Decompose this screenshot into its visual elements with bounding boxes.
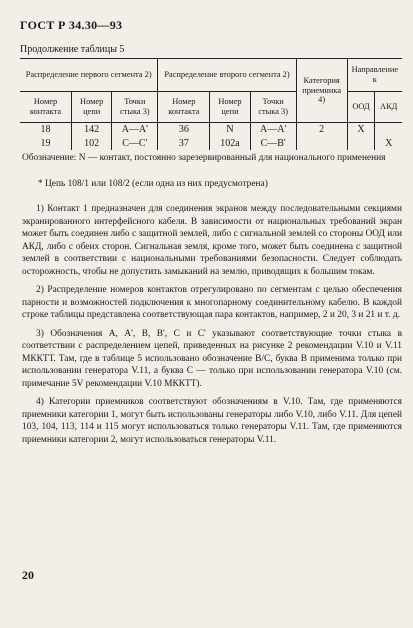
circuit-number-header-2: Номер цепи [210, 92, 250, 123]
cell-ood: X [347, 123, 375, 137]
footnote-4: 4) Категории приемников соответствуют обозначениям в V.10. Там, где применяются приемники категории 1, могут быть использованы генераторы либо V.10, либо V.11. Для цепей 103, 104, 113, 114 и 115 могут использоваться только генераторы V.11. Там, где применяются приемники категории 2, могут использоваться генераторы V.11. [22, 397, 402, 445]
cell-circuit: 102 [72, 137, 112, 151]
joint-points-header: Точки стыка 3) [112, 92, 158, 123]
designation-note: Обозначение: N — контакт, постоянно зарезервированный для национального применения [22, 153, 386, 163]
cell-akd [375, 123, 402, 137]
akd-header: АКД [375, 92, 402, 123]
cell-contact: 18 [40, 124, 51, 135]
contact-number-header: Номер контакта [20, 92, 72, 123]
cell-circuit: 142 [72, 123, 112, 137]
contact-number-header-2: Номер контакта [158, 92, 210, 123]
star-footnote: * Цепь 108/1 или 108/2 (если одна из них предусмотрена) [38, 179, 268, 189]
cell-ood [347, 137, 375, 151]
cell-points: A—A' [112, 123, 158, 137]
cell-contact: 19 [40, 137, 51, 149]
table-row [20, 123, 402, 137]
footnote-3: 3) Обозначения А, А', В, В', С и С' указывают соответствующие точки стыка в соответствии с распределением цепей, приведенных на рисунке 2 рекомендации V.10 и V.11 МККТТ. Там, где в таблице 5 использовано обозначение В/С, буква В применима только при использовании генератора V.11, а буква С — только при использовании генератора V.10 (см. примечание 5V рекомендации V.10 МККТТ). [22, 328, 402, 389]
cell-points: C—C' [112, 137, 158, 151]
second-segment-header: Распределение второго сегмента 2) [158, 59, 296, 92]
cell-points-2: C—B' [250, 137, 296, 151]
cell-contact-2: 37 [158, 137, 210, 151]
page-number: 20 [22, 568, 34, 582]
ood-header: ООД [347, 92, 375, 123]
cell-category [296, 137, 347, 151]
footnote-2: 2) Распределение номеров контактов отрегулировано по сегментам с целью обеспечения парности и возможностей подключения к многопарному соединительному кабелю. В каждой строке таблицы представлена соответствующая пара контактов, например, 2 и 20, 3 и 21 и т. д. [22, 285, 402, 320]
direction-header: Направление к [347, 59, 402, 92]
cell-circuit-2: 102a [210, 137, 250, 151]
table-row [20, 137, 402, 151]
circuit-number-header: Номер цепи [72, 92, 112, 123]
table-continuation-label: Продолжение таблицы 5 [20, 44, 125, 55]
cell-circuit-2: N [210, 123, 250, 137]
receiver-category-header: Категория приемника 4) [296, 59, 347, 123]
joint-points-header-2: Точки стыка 3) [250, 92, 296, 123]
pin-assignment-table [20, 58, 402, 150]
cell-akd: X [375, 137, 402, 151]
footnote-1: 1) Контакт 1 предназначен для соединения экранов между последовательными секциями экранированного интерфейсного кабеля. В зависимости от национальных требований экран может быть соединен либо с защитной землей, либо с сигнальной землей со стороны ООД или АКД, либо с обеих сторон. Сигнальная земля, кроме того, может быть соединена с защитной землей в соответствии с национальными требованиями безопасности. Следует соблюдать осторожность, чтобы не допустить замыканий на землю, приводящих к большим токам. [22, 204, 402, 277]
cell-contact-2: 36 [158, 123, 210, 137]
document-header: ГОСТ Р 34.30—93 [20, 18, 123, 32]
cell-points-2: A—A' [250, 123, 296, 137]
first-segment-header: Распределение первого сегмента 2) [20, 59, 158, 92]
cell-category: 2 [296, 123, 347, 137]
footnotes-block [22, 203, 402, 452]
